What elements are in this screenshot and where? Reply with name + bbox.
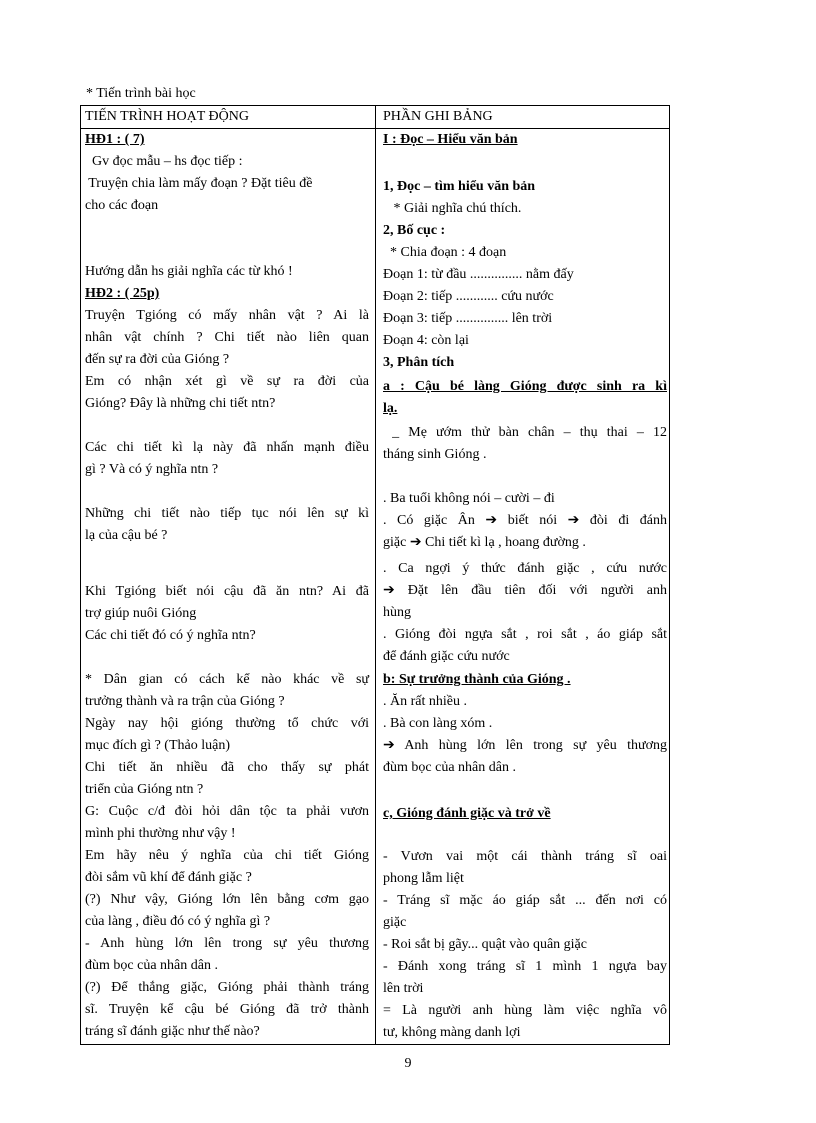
left-line: của làng , điều đó có ý nghĩa gì ? [85,914,271,929]
left-line: (?) Để thắng giặc, Gióng phải thành tráng [85,980,369,995]
right-line: lên trời [383,981,424,996]
left-line: đòi sắm vũ khí để đánh giặc ? [85,870,252,885]
left-line: Ngày nay hội gióng thường tổ chức với [85,716,369,731]
left-line: đùm bọc của nhân dân . [85,958,218,973]
right-line: * Giải nghĩa chú thích. [383,201,522,216]
left-line: gì ? Và có ý nghĩa ntn ? [85,462,219,477]
right-line: Đoạn 1: từ đầu ............... nằm đấy [383,267,574,282]
column-divider [375,106,376,1044]
right-line: hùng [383,605,411,620]
left-line: Gióng? Đây là những chi tiết ntn? [85,396,276,411]
right-line: Đoạn 3: tiếp ............... lên trời [383,311,553,326]
left-line: triển của Gióng ntn ? [85,782,204,797]
left-line: Khi Tgióng biết nói cậu đã ăn ntn? Ai đã [85,584,369,599]
right-line: 2, Bố cục : [383,223,446,238]
left-line: Các chi tiết đó có ý nghĩa ntn? [85,628,256,643]
left-line: đến sự ra đời của Gióng ? [85,352,230,367]
left-line: Em có nhận xét gì về sự ra đời của [85,374,369,389]
left-line: Hướng dẫn hs giải nghĩa các từ khó ! [85,264,293,279]
left-line: Em hãy nêu ý nghĩa của chi tiết Gióng [85,848,369,863]
left-line: trưởng thành và ra trận của Gióng ? [85,694,285,709]
left-line: HĐ1 : ( 7) [85,132,145,147]
right-line: giặc ➔ Chi tiết kì lạ , hoang đường . [383,535,586,550]
right-line: Đoạn 4: còn lại [383,333,469,348]
right-line: tư, không màng danh lợi [383,1025,521,1040]
left-line: Truyện chia làm mấy đoạn ? Đặt tiêu đề [85,176,313,191]
right-line: . Bà con làng xóm . [383,716,493,731]
right-line: . Ăn rất nhiều . [383,694,467,709]
right-line: . Ba tuổi không nói – cười – đi [383,491,555,506]
right-line: tháng sinh Gióng . [383,447,487,462]
right-line: giặc [383,915,407,930]
right-line: _ Mẹ ướm thử bàn chân – thụ thai – 12 [383,425,667,440]
left-line: nhân vật chính ? Chi tiết nào liên quan [85,330,369,345]
left-line: HĐ2 : ( 25p) [85,286,160,301]
right-line: . Gióng đòi ngựa sắt , roi sắt , áo giáp sắt [383,627,667,642]
right-line: . Ca ngợi ý thức đánh giặc , cứu nước [383,561,667,576]
right-line: b: Sự trưởng thành của Gióng . [383,672,571,687]
left-line: sĩ. Truyện kể cậu bé Gióng đã trở thành [85,1002,369,1017]
right-line: đùm bọc của nhân dân . [383,760,516,775]
right-line: 1, Đọc – tìm hiểu văn bản [383,179,536,194]
section-heading: * Tiến trình bài học [86,86,196,101]
left-line: lạ của cậu bé ? [85,528,168,543]
left-line: Gv đọc mẫu – hs đọc tiếp : [85,154,243,169]
left-line: * Dân gian có cách kể nào khác về sự [85,672,369,687]
right-column-header: PHẦN GHI BẢNG [383,109,493,124]
right-line: = Là người anh hùng làm việc nghĩa vô [383,1003,667,1018]
right-line: ➔ Anh hùng lớn lên trong sự yêu thương [383,738,667,753]
right-line: - Tráng sĩ mặc áo giáp sắt ... đến nơi có [383,893,667,908]
header-divider [81,128,669,129]
right-line: - Roi sắt bị gãy... quật vào quân giặc [383,937,587,952]
right-line: để đánh giặc cứu nước [383,649,510,664]
page-number: 9 [404,1056,412,1071]
lesson-table [80,105,670,1045]
right-line: - Vươn vai một cái thành tráng sĩ oai [383,849,667,864]
left-column-header: TIẾN TRÌNH HOẠT ĐỘNG [85,109,249,124]
right-line: . Có giặc Ân ➔ biết nói ➔ đòi đi đánh [383,513,667,528]
right-line: Đoạn 2: tiếp ............ cứu nước [383,289,554,304]
left-line: mục đích gì ? (Thảo luận) [85,738,231,753]
right-line: c, Gióng đánh giặc và trở về [383,806,551,821]
left-line: Các chi tiết kì lạ này đã nhấn mạnh điều [85,440,369,455]
right-line: - Đánh xong tráng sĩ 1 mình 1 ngựa bay [383,959,667,974]
left-line: tráng sĩ đánh giặc như thế nào? [85,1024,260,1039]
right-line: lạ. [383,401,398,416]
right-line: * Chia đoạn : 4 đoạn [383,245,507,260]
left-line: (?) Như vậy, Gióng lớn lên bằng cơm gạo [85,892,369,907]
left-line: mình phi thường như vậy ! [85,826,236,841]
left-line: Truyện Tgióng có mấy nhân vật ? Ai là [85,308,369,323]
left-line: Những chi tiết nào tiếp tục nói lên sự kì [85,506,369,521]
right-line: a : Cậu bé làng Gióng được sinh ra kì [383,379,667,394]
left-line: trợ giúp nuôi Gióng [85,606,197,621]
right-line: ➔ Đặt lên đầu tiên đối với người anh [383,583,667,598]
right-line: I : Đọc – Hiểu văn bản [383,132,518,147]
left-line: Chi tiết ăn nhiều đã cho thấy sự phát [85,760,369,775]
right-line: 3, Phân tích [383,355,455,370]
right-line: phong lẫm liệt [383,871,464,886]
left-line: - Anh hùng lớn lên trong sự yêu thương [85,936,369,951]
left-line: cho các đoạn [85,198,159,213]
left-line: G: Cuộc c/đ đòi hỏi dân tộc ta phải vươn [85,804,369,819]
